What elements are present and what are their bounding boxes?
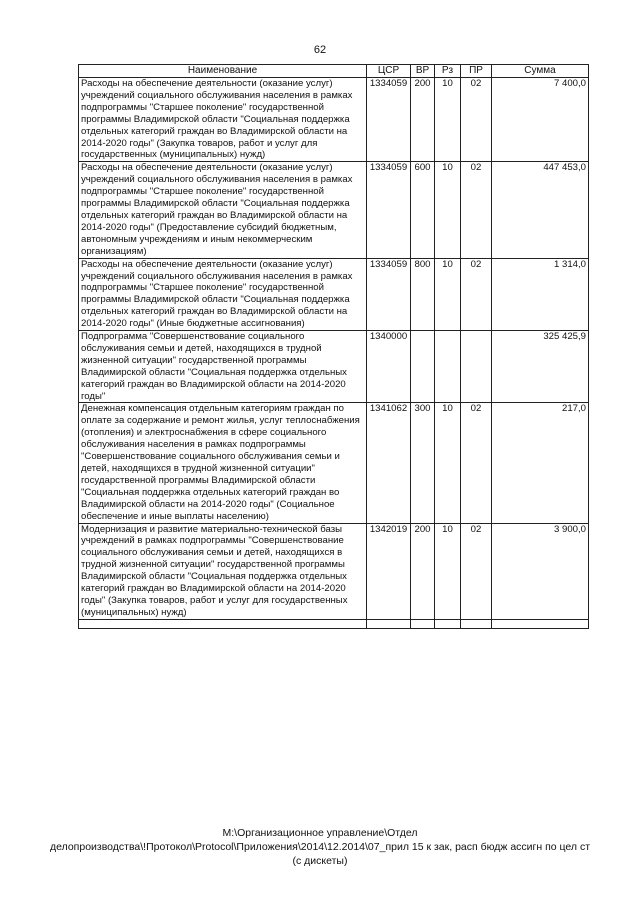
row-sum: 3 900,0 (492, 523, 589, 619)
row-vr: 300 (411, 403, 435, 523)
row-name: Расходы на обеспечение деятельности (оказание услуг) учреждений социального обслуживания населения в рамках подпрограммы "Старшее поколение" государственной программы Владимирской области "Социальная поддержка отдельных категорий граждан во Владимирской области на 2014-2020 годы" (Иные бюджетные ассигнования) (79, 258, 367, 330)
footer-line-1: M:\Организационное управление\Отдел (222, 827, 418, 839)
header-name: Наименование (79, 65, 367, 78)
table-row (79, 258, 589, 330)
row-vr: 200 (411, 523, 435, 619)
header-vr: ВР (411, 65, 435, 78)
row-name: Модернизация и развитие материально-технической базы учреждений в рамках подпрограммы "Совершенствование социального обслуживания семьи и детей, находящихся в трудной жизненной ситуации" государственной программы Владимирской области "Социальная поддержка отдельных категорий граждан во Владимирской области на 2014-2020 годы" (Закупка товаров, работ и услуг для государственных (муниципальных) нужд) (79, 523, 367, 619)
table-row (79, 78, 589, 162)
row-pr (461, 331, 492, 403)
empty-cell (492, 619, 589, 628)
header-pr: ПР (461, 65, 492, 78)
footer-line-2: делопроизводства\!Протокол\Protocol\Приложения\2014\12.2014\07_прил 15 к зак, расп бюдж ассигн по цел ст (49, 841, 591, 853)
row-rz: 10 (435, 162, 461, 258)
footer-line-3: (с дискеты) (292, 855, 348, 867)
table-row (79, 162, 589, 258)
empty-cell (411, 619, 435, 628)
row-pr: 02 (461, 78, 492, 162)
row-name: Расходы на обеспечение деятельности (оказание услуг) учреждений социального обслуживания населения в рамках подпрограммы "Старшее поколение" государственной программы Владимирской области "Социальная поддержка отдельных категорий граждан во Владимирской области на 2014-2020 годы" (Закупка товаров, работ и услуг для государственных (муниципальных) нужд) (79, 78, 367, 162)
row-rz: 10 (435, 403, 461, 523)
row-sum: 217,0 (492, 403, 589, 523)
row-vr (411, 331, 435, 403)
empty-cell (79, 619, 367, 628)
row-rz: 10 (435, 523, 461, 619)
empty-cell (367, 619, 411, 628)
row-sum: 7 400,0 (492, 78, 589, 162)
row-sum: 447 453,0 (492, 162, 589, 258)
row-rz: 10 (435, 258, 461, 330)
row-csr: 1342019 (367, 523, 411, 619)
row-vr: 800 (411, 258, 435, 330)
row-name: Подпрограмма "Совершенствование социального обслуживания семьи и детей, находящихся в трудной жизненной ситуации" государственной программы Владимирской области "Социальная поддержка отдельных категорий граждан во Владимирской области на 2014-2020 годы" (79, 331, 367, 403)
row-csr: 1334059 (367, 162, 411, 258)
table-header-row (79, 65, 589, 78)
header-csr: ЦСР (367, 65, 411, 78)
row-name: Расходы на обеспечение деятельности (оказание услуг) учреждений социального обслуживания населения в рамках подпрограммы "Старшее поколение" государственной программы Владимирской области "Социальная поддержка отдельных категорий граждан во Владимирской области на 2014-2020 годы" (Предоставление субсидий бюджетным, автономным учреждениям и иным некоммерческим организациям) (79, 162, 367, 258)
row-name: Денежная компенсация отдельным категориям граждан по оплате за содержание и ремонт жилья, услуг теплоснабжения (отопления) и электроснабжения в сфере социального обслуживания населения в рамках подпрограммы "Совершенствование социального обслуживания семьи и детей, находящихся в трудной жизненной ситуации" государственной программы Владимирской области "Социальная поддержка отдельных категорий граждан во Владимирской области на 2014-2020 годы" (Социальное обеспечение и иные выплаты населению) (79, 403, 367, 523)
row-csr: 1340000 (367, 331, 411, 403)
row-vr: 600 (411, 162, 435, 258)
header-rz: Рз (435, 65, 461, 78)
file-path-footer (0, 826, 640, 868)
table-row (79, 331, 589, 403)
table-row (79, 523, 589, 619)
row-csr: 1341062 (367, 403, 411, 523)
row-csr: 1334059 (367, 258, 411, 330)
row-pr: 02 (461, 258, 492, 330)
header-sum: Сумма (492, 65, 589, 78)
row-rz: 10 (435, 78, 461, 162)
row-vr: 200 (411, 78, 435, 162)
row-pr: 02 (461, 162, 492, 258)
empty-cell (461, 619, 492, 628)
empty-cell (435, 619, 461, 628)
row-sum: 325 425,9 (492, 331, 589, 403)
page-number: 62 (313, 44, 327, 56)
budget-table (78, 64, 589, 629)
table-row (79, 403, 589, 523)
row-pr: 02 (461, 523, 492, 619)
row-sum: 1 314,0 (492, 258, 589, 330)
row-csr: 1334059 (367, 78, 411, 162)
table-row-empty (79, 619, 589, 628)
row-rz (435, 331, 461, 403)
row-pr: 02 (461, 403, 492, 523)
